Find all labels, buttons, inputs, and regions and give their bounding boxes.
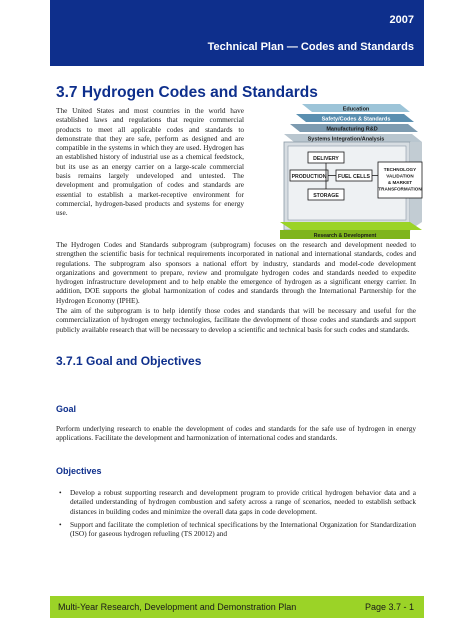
storage-label: STORAGE xyxy=(313,193,339,199)
footer-document-title: Multi-Year Research, Development and Demonstration Plan xyxy=(58,602,297,612)
rd-label: Research & Development xyxy=(313,233,377,239)
intro-paragraph-3: The aim of the subprogram is to help identify those codes and standards that will be necessary and useful for the commercialization of hydrogen energy technologies, facilitate the development of those codes and standards and support publicly available research that will be necessary to develop a scientific and technical basis for such codes and standards. xyxy=(56,306,416,334)
delivery-label: DELIVERY xyxy=(313,156,339,162)
page-header-band xyxy=(50,0,424,66)
layer-education-label: Education xyxy=(342,106,370,113)
rd-base-top xyxy=(280,222,422,230)
transformation-label: TRANSFORMATION xyxy=(378,186,422,192)
production-label: PRODUCTION xyxy=(291,174,327,180)
footer-page-number: Page 3.7 - 1 xyxy=(364,602,414,612)
page-footer-band xyxy=(50,596,424,618)
program-diagram xyxy=(250,100,424,240)
technology-label: TECHNOLOGY xyxy=(383,167,417,172)
objective-item: • Develop a robust supporting research and development program to provide critical hydrogen behavior data and a detailed understanding of hydrogen combustion and safety across a range of scenarios, needed to establish setback distances in building codes and minimize the overall data gaps in code development. xyxy=(56,488,416,516)
goal-text: Perform underlying research to enable the development of codes and standards for the safe use of hydrogen in energy applications. Facilitate the development and harmonization of international codes and standards. xyxy=(56,424,416,443)
fuel-cells-label: FUEL CELLS xyxy=(338,174,370,180)
section-title: 3.7 Hydrogen Codes and Standards xyxy=(56,84,318,101)
goal-heading: Goal xyxy=(56,404,77,414)
objectives-list xyxy=(56,488,416,542)
layer-manufacturing-label: Manufacturing R&D xyxy=(326,126,378,133)
subsection-title: 3.7.1 Goal and Objectives xyxy=(56,354,202,368)
market-label: & MARKET xyxy=(387,180,413,185)
validation-label: VALIDATION xyxy=(386,173,414,179)
intro-paragraph-1: The United States and most countries in the world have established laws and regulations that require commercial products to meet all applicable codes and standards to demonstrate that they are safe, perform as designed and are compatible in the systems in which they are used. Hydrogen has an established history of industrial use as a chemical feedstock, but its use as an energy carrier on a large-scale commercial basis remains largely undeveloped and untested. The development and promulgation of codes and standards are essential to establish a market-receptive environment for commercial, hydrogen-based products and systems for energy use. xyxy=(56,106,244,218)
objectives-heading: Objectives xyxy=(56,466,102,476)
header-year: 2007 xyxy=(389,14,414,26)
intro-paragraph-2: The Hydrogen Codes and Standards subprogram (subprogram) focuses on the research and development needed to strengthen the scientific basis for technical requirements incorporated in national and international standards, codes and regulations. The subprogram also sponsors a national effort by industry, standards and model-code development organizations and government to prepare, review and promulgate hydrogen codes and standards needed to expedite hydrogen infrastructure development and to help enable the emergence of hydrogen as a significant energy carrier. In addition, DOE supports the global harmonization of codes and standards through the International Partnership for the Hydrogen Economy (IPHE). xyxy=(56,240,416,305)
objective-item: • Support and facilitate the completion of technical specifications by the International Organization for Standardization (ISO) for gaseous hydrogen refueling (TS 20012) and xyxy=(56,520,416,539)
header-plan-title: Technical Plan — Codes and Standards xyxy=(207,41,414,53)
layer-systems-label: Systems Integration/Analysis xyxy=(307,136,385,143)
layer-safety-label: Safety/Codes & Standards xyxy=(321,116,391,123)
